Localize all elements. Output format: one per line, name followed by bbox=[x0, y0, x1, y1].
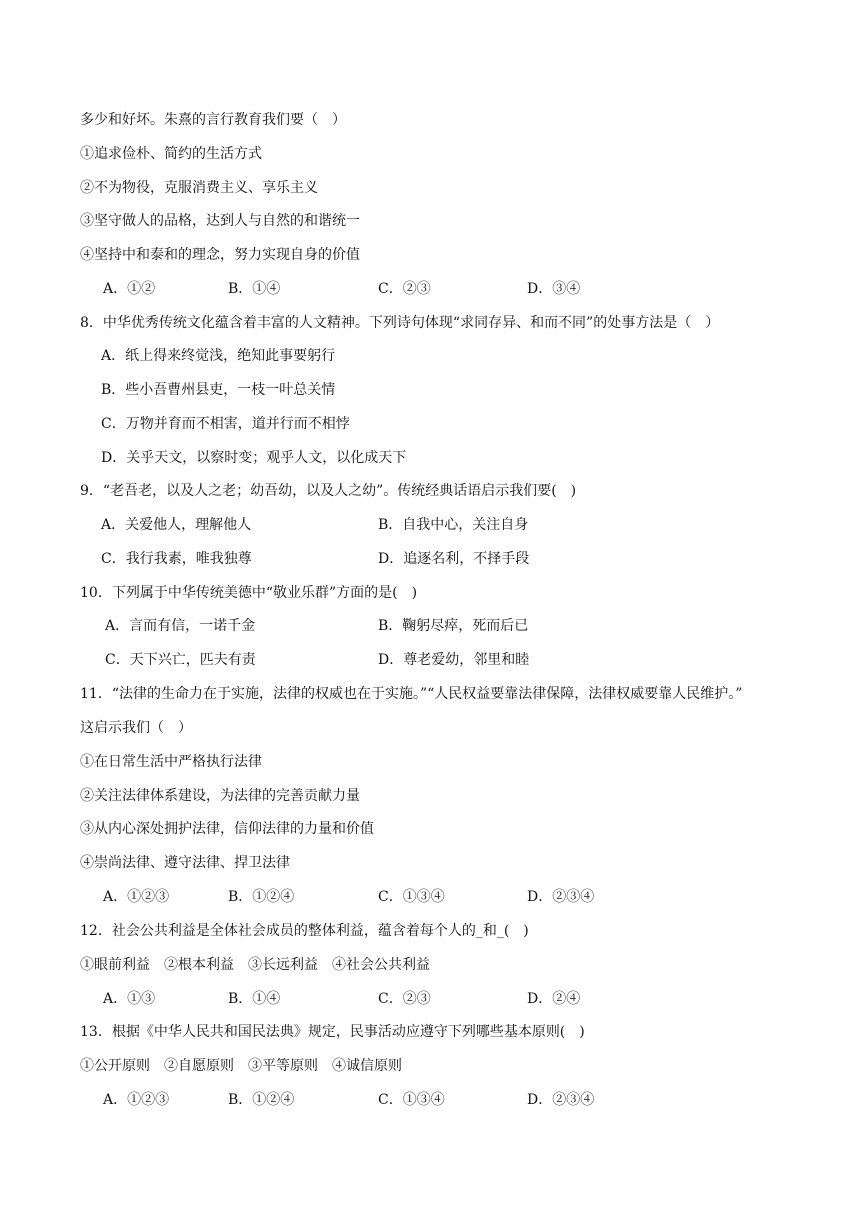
q9-option-b: B．自我中心，关注自身 bbox=[378, 517, 529, 533]
q13-option-c: C．①③④ bbox=[378, 1092, 445, 1108]
q8-option-b: B．些小吾曹州县吏，一枝一叶总关情 bbox=[101, 382, 336, 398]
q7-statement-1: ①追求俭朴、简约的生活方式 bbox=[80, 146, 262, 162]
q9-option-a: A．关爱他人，理解他人 bbox=[101, 517, 252, 533]
q12-option-c: C．②③ bbox=[378, 991, 431, 1007]
q7-option-b: B．①④ bbox=[228, 281, 281, 297]
q7-option-d: D．③④ bbox=[527, 281, 581, 297]
q7-statement-4: ④坚持中和泰和的理念，努力实现自身的价值 bbox=[80, 247, 360, 263]
q13-option-d: D．②③④ bbox=[527, 1092, 595, 1108]
q12-option-b: B．①④ bbox=[228, 991, 281, 1007]
q7-option-a: A．①② bbox=[103, 281, 156, 297]
q8-option-c: C．万物并育而不相害，道并行而不相悖 bbox=[101, 416, 350, 432]
q11-option-b: B．①②④ bbox=[228, 889, 295, 905]
q11-statement-1: ①在日常生活中严格执行法律 bbox=[80, 754, 262, 770]
q11-option-d: D．②③④ bbox=[527, 889, 595, 905]
q13-option-b: B．①②④ bbox=[228, 1092, 295, 1108]
q9-stem: 9．“老吾老，以及人之老；幼吾幼，以及人之幼”。传统经典话语启示我们要( ) bbox=[80, 483, 577, 499]
q11-stem-line-1: 11．“法律的生命力在于实施，法律的权威也在于实施。”“人民权益要靠法律保障，法律权威要靠人民维护。” bbox=[80, 686, 743, 702]
q10-stem: 10．下列属于中华传统美德中“敬业乐群”方面的是( ) bbox=[80, 585, 418, 601]
q8-stem: 8．中华优秀传统文化蕴含着丰富的人文精神。下列诗句体现“求同存异、和而不同”的处事方法是（ ） bbox=[80, 315, 720, 331]
q10-option-b: B．鞠躬尽瘁，死而后已 bbox=[378, 618, 529, 634]
q7-option-c: C．②③ bbox=[378, 281, 431, 297]
q10-option-d: D．尊老爱幼，邻里和睦 bbox=[378, 652, 530, 668]
q13-option-a: A．①②③ bbox=[103, 1092, 170, 1108]
q11-option-a: A．①②③ bbox=[103, 889, 170, 905]
q7-stem-continuation: 多少和好坏。朱熹的言行教育我们要（ ） bbox=[80, 112, 346, 128]
q11-statement-2: ②关注法律体系建设，为法律的完善贡献力量 bbox=[80, 788, 360, 804]
q11-statement-3: ③从内心深处拥护法律，信仰法律的力量和价值 bbox=[80, 821, 374, 837]
q12-statements: ①眼前利益 ②根本利益 ③长远利益 ④社会公共利益 bbox=[80, 957, 430, 973]
q12-option-a: A．①③ bbox=[103, 991, 156, 1007]
q8-option-a: A．纸上得来终觉浅，绝知此事要躬行 bbox=[101, 348, 336, 364]
q11-statement-4: ④崇尚法律、遵守法律、捍卫法律 bbox=[80, 855, 290, 871]
q7-statement-3: ③坚守做人的品格，达到人与自然的和谐统一 bbox=[80, 213, 360, 229]
q13-stem: 13．根据《中华人民共和国民法典》规定，民事活动应遵守下列哪些基本原则( ) bbox=[80, 1024, 585, 1040]
q8-option-d: D．关乎天文，以察时变；观乎人文，以化成天下 bbox=[101, 450, 407, 466]
q9-option-d: D．追逐名利，不择手段 bbox=[378, 551, 530, 567]
q10-option-a: A．言而有信，一诺千金 bbox=[105, 618, 256, 634]
q12-option-d: D．②④ bbox=[527, 991, 581, 1007]
q7-statement-2: ②不为物役，克服消费主义、享乐主义 bbox=[80, 180, 318, 196]
q9-option-c: C．我行我素，唯我独尊 bbox=[101, 551, 252, 567]
q11-option-c: C．①③④ bbox=[378, 889, 445, 905]
q13-statements: ①公开原则 ②自愿原则 ③平等原则 ④诚信原则 bbox=[80, 1058, 402, 1074]
q11-stem-line-2: 这启示我们（ ） bbox=[80, 720, 192, 736]
q10-option-c: C．天下兴亡，匹夫有责 bbox=[105, 652, 256, 668]
q12-stem: 12．社会公共利益是全体社会成员的整体利益，蕴含着每个人的_和_( ) bbox=[80, 923, 529, 939]
